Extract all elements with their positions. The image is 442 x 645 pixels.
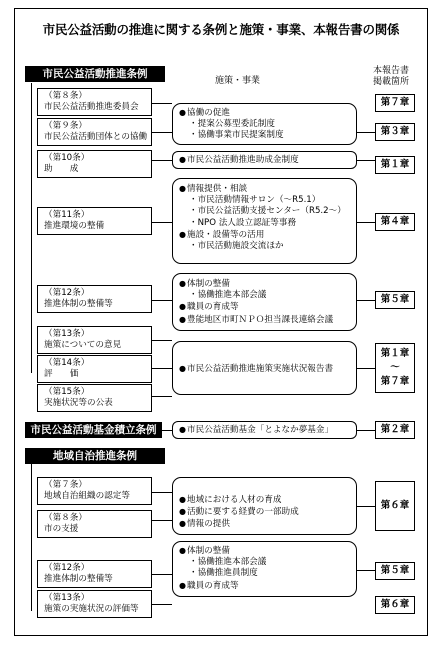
section-header-civic-activity-ordinance: 市民公益活動推進条例 [25,66,165,82]
article-name: 地域自治組織の認定等 [44,491,130,501]
chapter-badge: 第６章 [375,596,415,614]
measure-item: ● 活動に要する経費の一部助成 [179,506,350,518]
measure-box-framework [172,273,357,331]
ordinance3-connector [31,461,32,611]
link-line [357,570,375,571]
measure-item: ● 市民公益活動基金「とよなか夢基金」 [179,424,350,436]
link-line [152,160,172,161]
measure-item: ・ 提案公募型委託制度 [179,119,350,130]
article-name: 実施状況等の公表 [44,398,113,408]
measure-item: ・ 協働推進本部会議 [179,557,350,568]
article-number: （第12条） [44,563,90,573]
link-line [152,520,172,521]
article-number: （第８条） [44,513,87,523]
measure-item: ● 情報提供・相談 [179,183,350,195]
measure-box-autonomy-support [172,477,357,535]
section-header-fund-ordinance: 市民公益活動基金積立条例 [25,422,162,438]
measure-item: ・ 協働推進員制度 [179,568,350,579]
measure-item: ・ 市民公益活動支援センター（R5.2～） [179,206,350,217]
section-header-local-autonomy-ordinance: 地域自治推進条例 [25,448,165,464]
measure-item: ● 施設・設備等の活用 [179,229,350,241]
report-column-header [368,66,414,88]
link-line [162,430,172,431]
link-line [152,222,172,223]
chapter-range-end: 第７章 [380,376,410,387]
article-name: 市の支援 [44,524,79,534]
article-number: （第12条） [44,288,90,298]
article-name: 推進体制の整備等 [44,574,113,584]
chapter-badge: 第４章 [375,213,415,231]
article-box [37,384,152,412]
chapter-badge: 第５章 [375,562,415,580]
link-line [152,492,172,493]
measure-item: ・ 協働推進本部会議 [179,290,350,301]
chapter-range-start: 第１章 [380,348,410,359]
article-name: 推進環境の整備 [44,221,105,231]
article-box [37,88,152,116]
article-name: 市民公益活動団体との協働 [44,132,148,142]
article-box [37,326,152,354]
article-number: （第11条） [44,210,90,220]
measure-item: ● 市民公益活動推進助成金制度 [179,154,350,166]
link-line [357,300,375,301]
chapter-badge: 第３章 [375,123,415,141]
measure-item: ● 体制の整備 [179,278,350,290]
chapter-badge-range [375,343,415,393]
link-line [152,604,172,605]
article-number: （第14条） [44,358,90,368]
article-name: 施策についての意見 [44,340,122,350]
article-box [37,285,152,313]
article-name: 施策の実施状況の評価等 [44,604,139,614]
article-box [37,510,152,538]
measure-item: ● 職員の育成等 [179,301,350,313]
article-number: （第10条） [44,153,90,163]
article-name: 市民公益活動推進委員会 [44,102,139,112]
article-box [37,560,152,588]
link-line [357,222,375,223]
article-box [37,355,152,383]
measures-column-header: 施策・事業 [215,76,261,86]
measure-box-collaboration [172,103,357,145]
link-line [152,103,172,104]
chapter-badge: 第５章 [375,291,415,309]
measure-item: ● 協働の促進 [179,107,350,119]
chapter-badge: 第７章 [375,94,415,112]
chapter-badge: 第２章 [375,421,415,439]
measure-box-autonomy-framework [172,541,357,597]
measure-item: ● 情報の提供 [179,518,350,530]
article-box [37,590,152,618]
article-number: （第13条） [44,329,90,339]
article-number: （第８条） [44,91,87,101]
measure-box-grant [172,151,357,169]
chapter-range-separator: ～ [390,362,400,373]
link-line [152,340,172,341]
article-number: （第13条） [44,593,90,603]
link-line [152,368,172,369]
measure-item: ・ 協働事業市民提案制度 [179,130,350,141]
article-box [37,118,152,146]
measure-box-report [172,341,357,395]
article-box [37,207,152,235]
measure-item: ● 地域における人材の育成 [179,494,350,506]
article-number: （第７条） [44,480,87,490]
article-box [37,150,152,178]
link-line [357,506,375,507]
measure-item: ● 市民公益活動推進施策実施状況報告書 [179,363,350,375]
measure-item: ● 豊能地区市町ＮＰＯ担当課長連絡会議 [179,314,350,326]
ordinance1-connector [31,83,32,373]
link-line [152,300,172,301]
measure-item: ・ 市民活動施設交流ほか [179,241,350,252]
article-number: （第９条） [44,121,87,131]
link-line [152,574,172,575]
measure-item: ● 体制の整備 [179,545,350,557]
measure-item: ● 職員の育成等 [179,580,350,592]
article-name: 推進体制の整備等 [44,299,113,309]
link-line [357,160,375,161]
page-title: 市民公益活動の推進に関する条例と施策・事業、本報告書の関係 [42,22,400,37]
measure-box-fund [172,421,357,439]
article-number: （第15条） [44,387,90,397]
link-line [152,132,172,133]
article-box [37,477,152,505]
link-line [152,396,172,397]
measure-item: ・ 市民活動情報サロン（～R5.1） [179,195,350,206]
link-line [357,132,375,133]
measure-box-environment [172,178,357,264]
report-header-line1: 本報告書 [372,66,409,76]
chapter-badge: 第１章 [375,156,415,174]
article-name: 助 成 [44,164,79,174]
report-header-line2: 掲載箇所 [372,77,409,87]
article-name: 評 価 [44,369,79,379]
link-line [357,368,375,369]
chapter-badge: 第６章 [375,481,415,531]
measure-item: ・ NPO 法人設立認証等事務 [179,218,350,229]
link-line [357,430,375,431]
